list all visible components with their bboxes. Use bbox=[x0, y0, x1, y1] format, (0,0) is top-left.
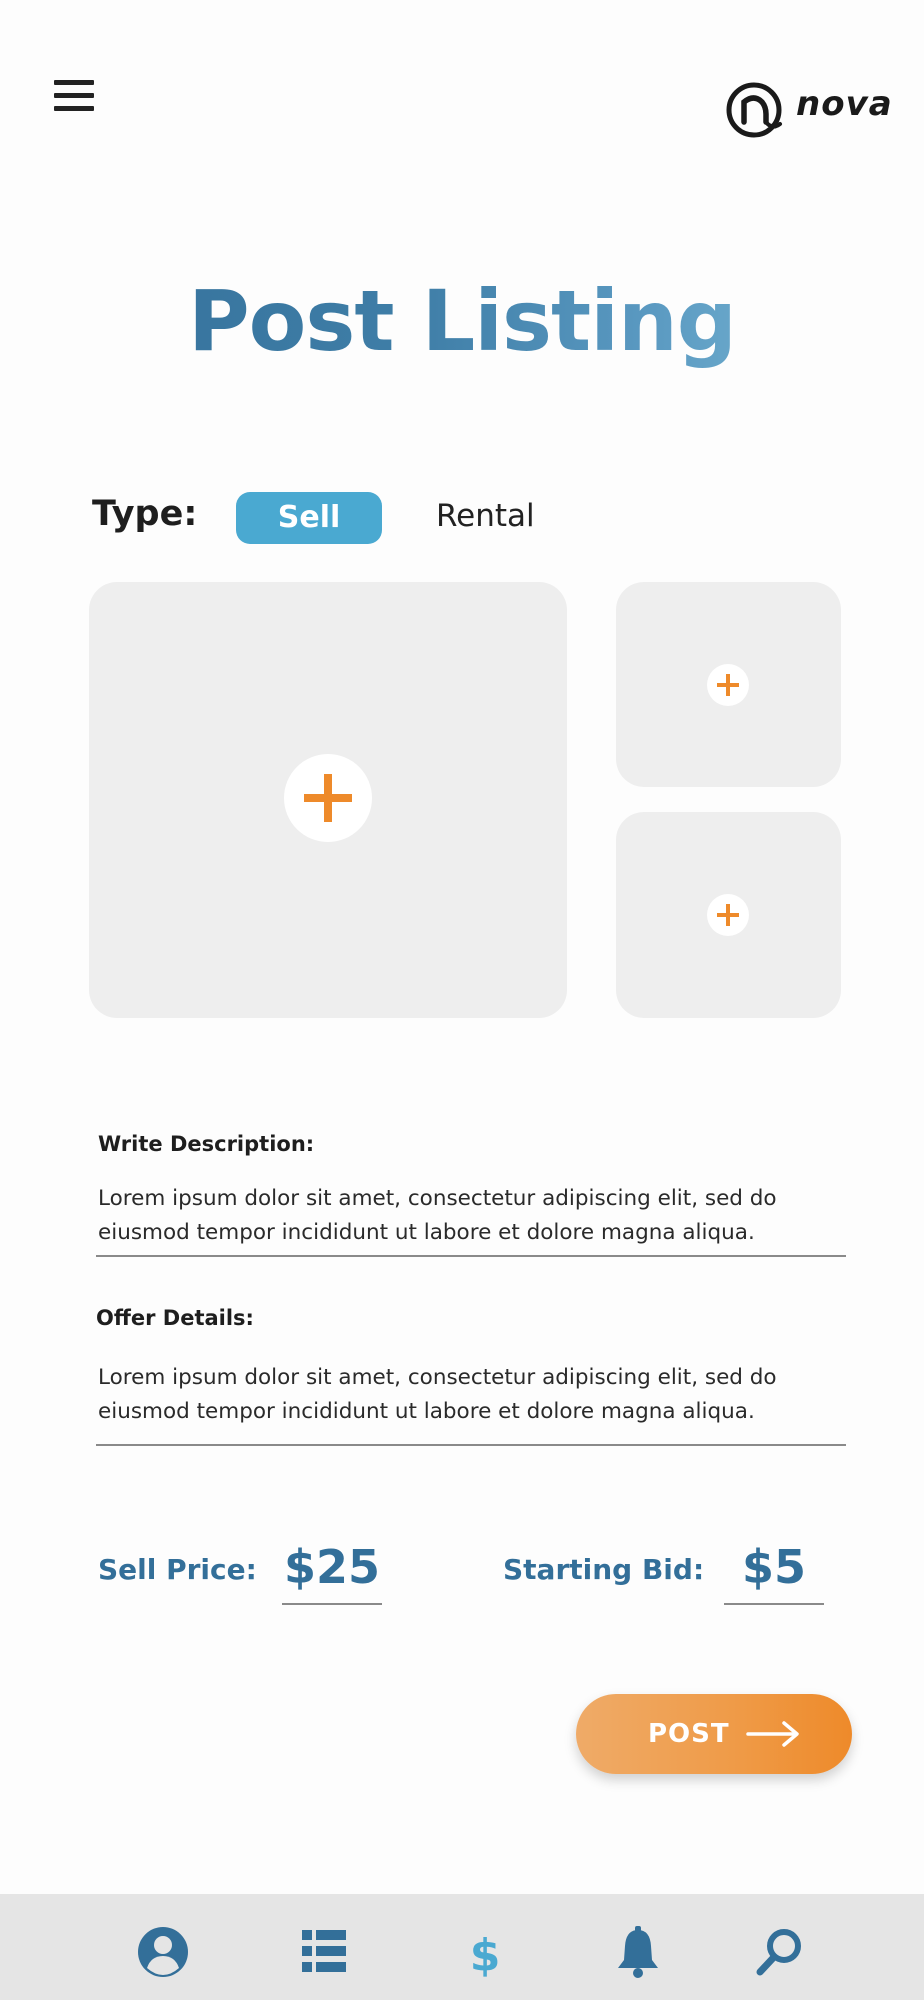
plus-icon[interactable] bbox=[707, 664, 749, 706]
profile-icon bbox=[133, 1922, 193, 1982]
nova-logo-mark bbox=[724, 80, 786, 140]
sell-price-underline bbox=[282, 1603, 382, 1605]
offer-details-label: Offer Details: bbox=[96, 1306, 254, 1330]
page-title: Post Listing bbox=[0, 272, 924, 370]
search-icon bbox=[750, 1922, 810, 1982]
nav-notifications[interactable] bbox=[608, 1922, 668, 1982]
logo-text: nova bbox=[796, 84, 893, 124]
starting-bid-label: Starting Bid: bbox=[503, 1553, 705, 1586]
type-option-rental[interactable]: Rental bbox=[436, 498, 535, 534]
starting-bid-input[interactable]: $5 bbox=[741, 1540, 806, 1594]
nav-profile[interactable] bbox=[133, 1922, 193, 1982]
nova-logo bbox=[724, 80, 893, 140]
photo-slot-main[interactable] bbox=[89, 582, 567, 1018]
nav-search[interactable] bbox=[750, 1922, 810, 1982]
arrow-right-icon bbox=[746, 1718, 802, 1750]
description-label: Write Description: bbox=[98, 1132, 315, 1156]
post-button[interactable] bbox=[576, 1694, 852, 1774]
offer-details-input[interactable]: Lorem ipsum dolor sit amet, consectetur adipiscing elit, sed do eiusmod tempor incididunt ut labore et dolore magna aliqua. bbox=[98, 1365, 777, 1424]
type-option-sell[interactable]: Sell bbox=[236, 492, 382, 544]
sell-price-input[interactable]: $25 bbox=[283, 1540, 381, 1594]
sell-price-label: Sell Price: bbox=[98, 1553, 257, 1586]
list-icon bbox=[294, 1922, 354, 1982]
description-underline bbox=[96, 1255, 846, 1257]
nav-listings[interactable] bbox=[294, 1922, 354, 1982]
hamburger-menu-icon[interactable] bbox=[54, 80, 96, 114]
type-label: Type: bbox=[92, 494, 198, 534]
photo-slot-secondary-1[interactable] bbox=[616, 582, 841, 787]
description-input[interactable]: Lorem ipsum dolor sit amet, consectetur adipiscing elit, sed do eiusmod tempor incididunt ut labore et dolore magna aliqua. bbox=[98, 1186, 777, 1245]
plus-icon[interactable] bbox=[284, 754, 372, 842]
photo-slot-secondary-2[interactable] bbox=[616, 812, 841, 1018]
nav-sell[interactable] bbox=[455, 1922, 515, 1982]
offer-details-underline bbox=[96, 1444, 846, 1446]
dollar-icon bbox=[455, 1922, 515, 1982]
starting-bid-underline bbox=[724, 1603, 824, 1605]
bell-icon bbox=[608, 1922, 668, 1982]
plus-icon[interactable] bbox=[707, 894, 749, 936]
post-button-label: POST bbox=[648, 1719, 730, 1749]
svg-text:$: $ bbox=[469, 1930, 501, 1981]
bottom-nav bbox=[0, 1894, 924, 2000]
